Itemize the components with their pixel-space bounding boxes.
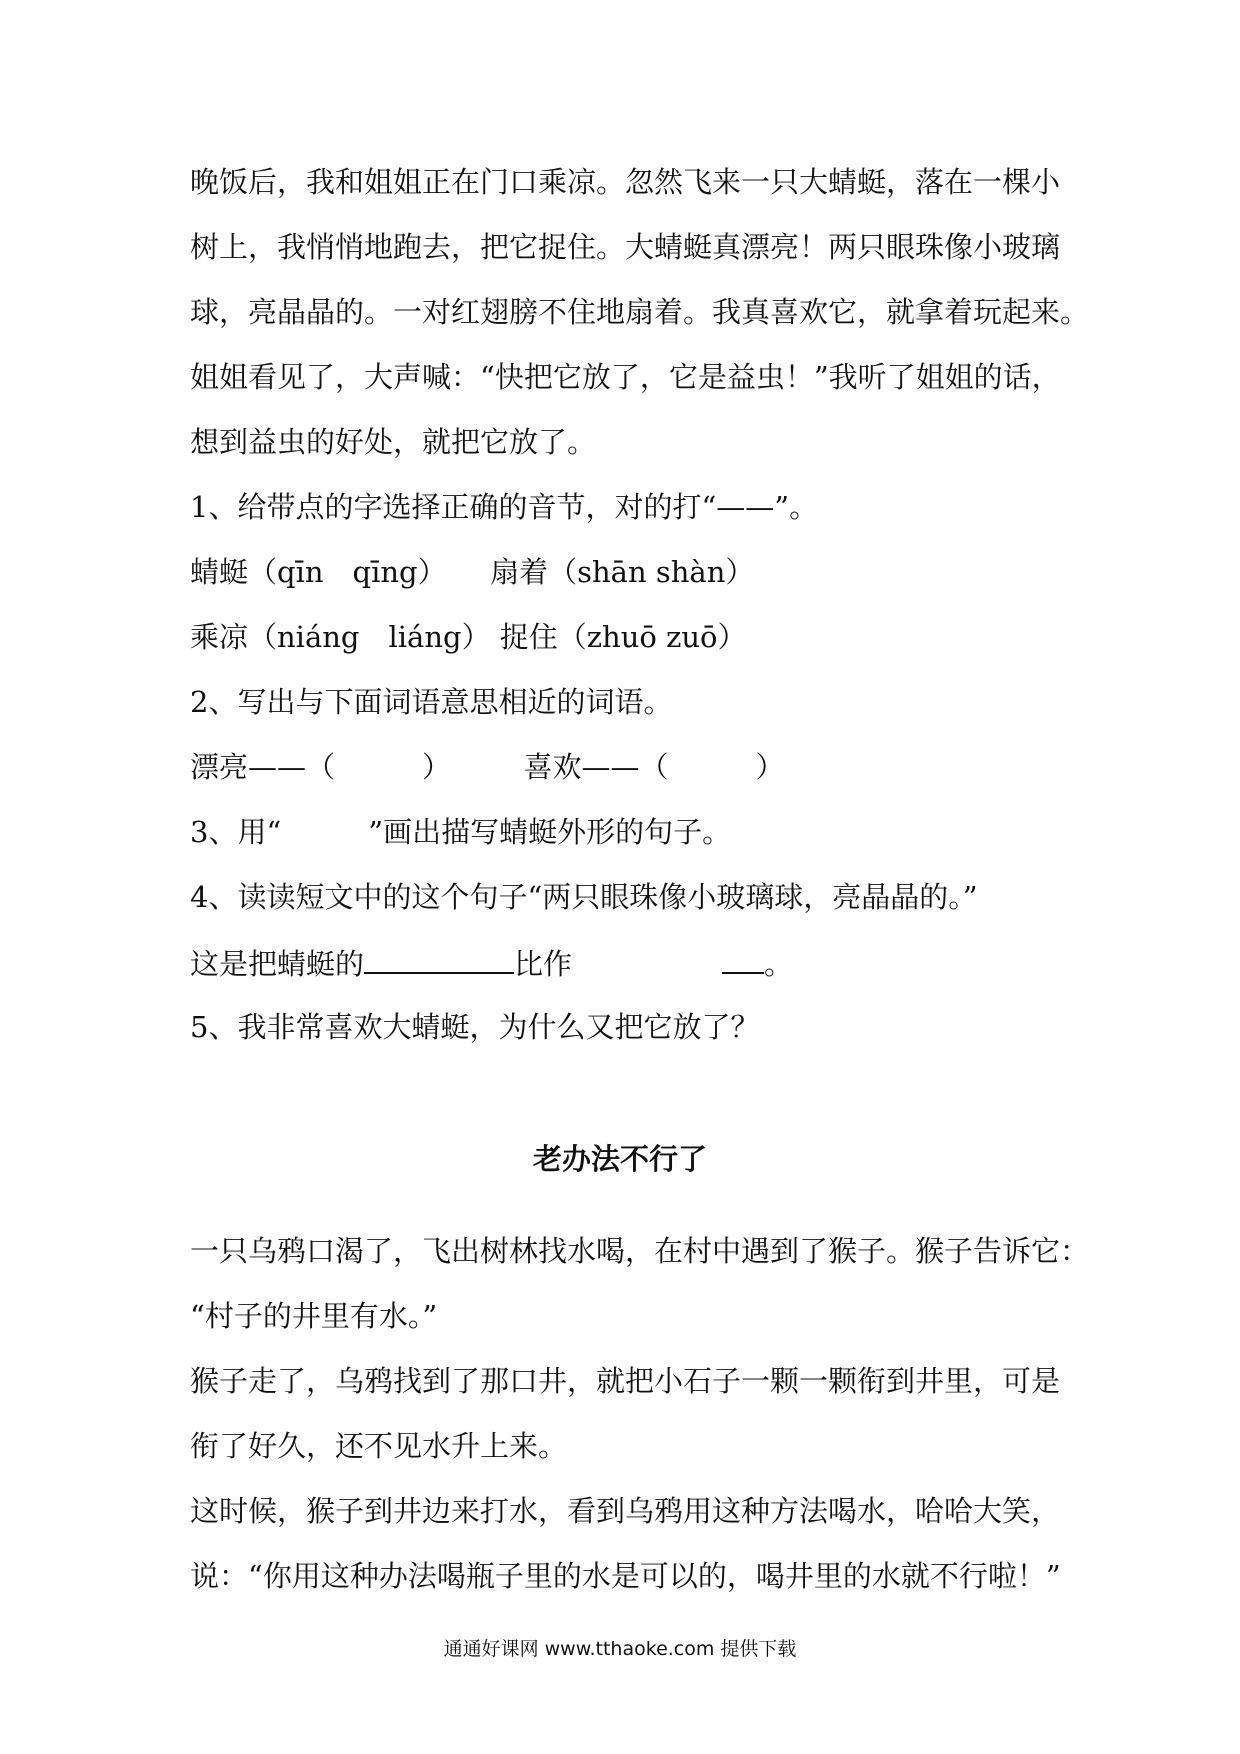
passage1-line-5: 想到益虫的好处，就把它放了。 bbox=[190, 425, 597, 459]
story-line-1: 一只乌鸦口渴了，飞出树林找水喝，在村中遇到了猴子。猴子告诉它： bbox=[190, 1234, 1090, 1268]
passage1-line-3: 球，亮晶晶的。一对红翅膀不住地扇着。我真喜欢它，就拿着玩起来。 bbox=[190, 295, 1090, 329]
page-footer: 通通好课网 www.tthaoke.com 提供下载 bbox=[443, 1638, 797, 1660]
question-4-fill-line bbox=[190, 942, 793, 984]
question-2-answer-line: 漂亮——（ ） 喜欢——（ ） bbox=[190, 750, 785, 784]
passage1-line-1: 晚饭后，我和姐姐正在门口乘凉。忽然飞来一只大蜻蜓，落在一棵小 bbox=[190, 165, 1061, 199]
answer-blank-1[interactable] bbox=[364, 942, 514, 974]
question-5: 5、我非常喜欢大蜻蜓，为什么又把它放了？ bbox=[190, 1010, 760, 1044]
question-4-fill-middle: 比作 bbox=[514, 947, 573, 981]
passage1-line-2: 树上，我悄悄地跑去，把它捉住。大蜻蜓真漂亮！两只眼珠像小玻璃 bbox=[190, 230, 1061, 264]
question-3: 3、用“ ”画出描写蜻蜓外形的句子。 bbox=[190, 815, 732, 849]
passage1-line-4: 姐姐看见了，大声喊：“快把它放了，它是益虫！”我听了姐姐的话， bbox=[190, 360, 1061, 394]
question-4-fill-prefix: 这是把蜻蜓的 bbox=[190, 947, 365, 981]
question-4: 4、读读短文中的这个句子“两只眼珠像小玻璃球，亮晶晶的。” bbox=[190, 880, 978, 914]
question-1: 1、给带点的字选择正确的音节，对的打“——”。 bbox=[190, 490, 819, 524]
answer-blank-2[interactable] bbox=[722, 942, 764, 974]
story-line-4: 衔了好久，还不见水升上来。 bbox=[190, 1429, 568, 1463]
question-2: 2、写出与下面词语意思相近的词语。 bbox=[190, 685, 673, 719]
question-1-options-2: 乘凉（niáng liáng） 捉住（zhuō zuō） bbox=[190, 620, 747, 654]
story-line-2: “村子的井里有水。” bbox=[190, 1299, 438, 1333]
story-line-3: 猴子走了，乌鸦找到了那口井，就把小石子一颗一颗衔到井里，可是 bbox=[190, 1364, 1061, 1398]
question-1-options-1: 蜻蜓（qīn qīng） 扇着（shān shàn） bbox=[190, 555, 755, 589]
story-title: 老办法不行了 bbox=[532, 1142, 707, 1176]
story-line-5: 这时候，猴子到井边来打水，看到乌鸦用这种方法喝水，哈哈大笑， bbox=[190, 1494, 1061, 1528]
question-4-fill-end: 。 bbox=[764, 947, 794, 981]
story-line-6: 说：“你用这种办法喝瓶子里的水是可以的，喝井里的水就不行啦！” bbox=[190, 1559, 1061, 1593]
